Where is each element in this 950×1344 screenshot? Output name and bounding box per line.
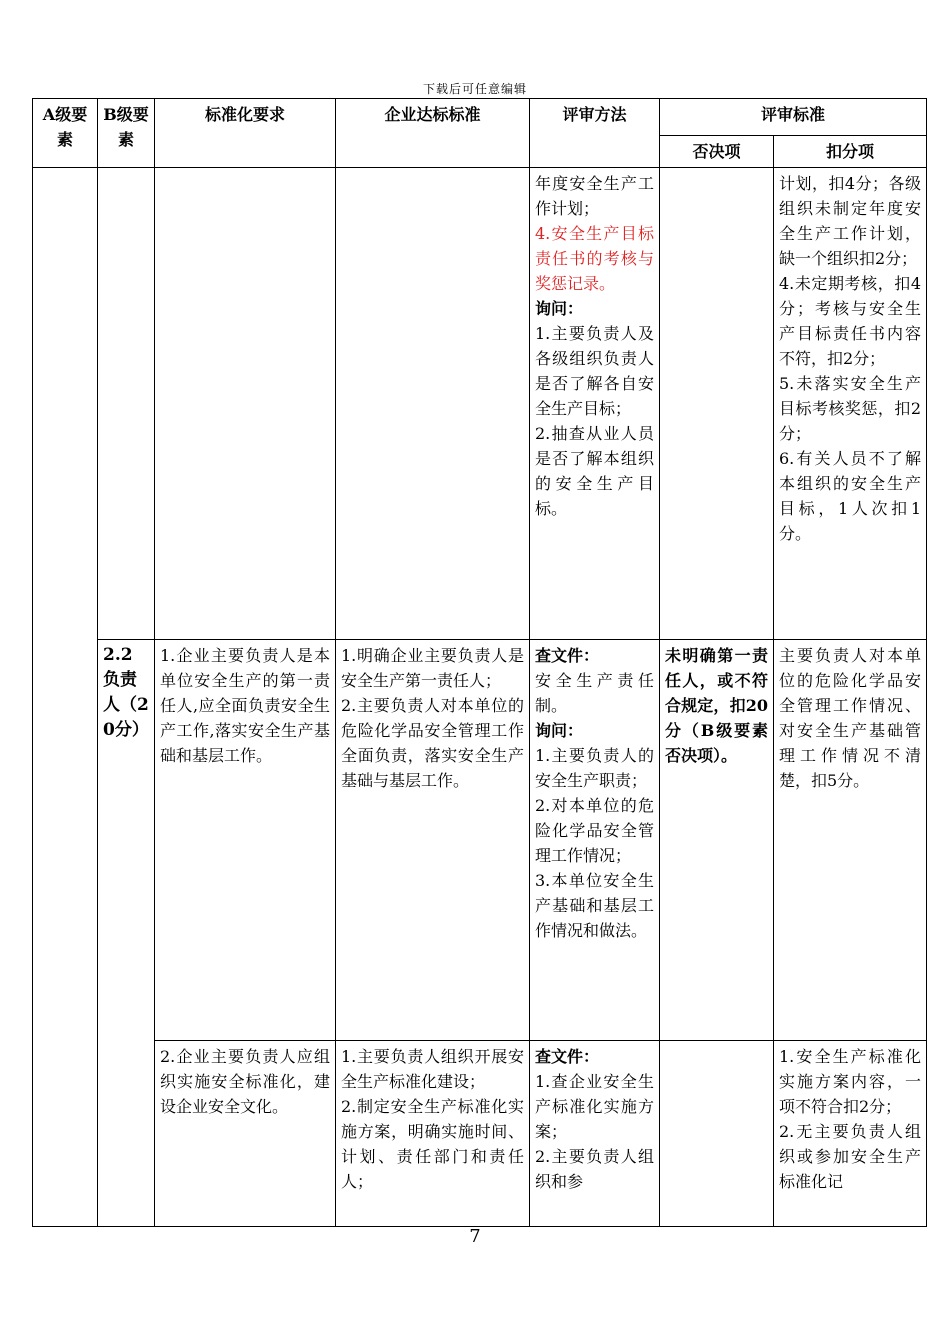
a-element-cell	[33, 168, 98, 1227]
col-header-b-level: B级要素	[98, 99, 155, 168]
veto-cell	[660, 1041, 774, 1227]
requirement-cell: 2.企业主要负责人应组织实施安全标准化，建设企业安全文化。	[155, 1041, 336, 1227]
method-line: 1.主要负责人及各级组织负责人是否了解各自安全生产目标；	[535, 324, 654, 418]
table-row	[33, 168, 927, 640]
deduction-line: 主要负责人对本单位的危险化学品安全管理工作情况、对安全生产基础管理工作情况不清楚，扣5分。	[779, 646, 922, 790]
method-line: 安全生产责任制。	[535, 671, 654, 715]
b-element-cell: 2.2负责人（20分）	[98, 640, 155, 1227]
table-row	[33, 1041, 927, 1227]
review-table	[32, 98, 927, 1227]
method-line-highlight: 4.安全生产目标责任书的考核与奖惩记录。	[535, 224, 654, 293]
method-line: 1.查企业安全生产标准化实施方案；	[535, 1072, 654, 1141]
method-line-heading: 询问：	[535, 721, 584, 740]
method-line: 年度安全生产工作计划；	[535, 174, 654, 218]
deduction-line: 4.未定期考核，扣4分；考核与安全生产目标责任书内容不符，扣2分；	[779, 274, 922, 368]
standard-line: 2.主要负责人对本单位的危险化学品安全管理工作全面负责，落实安全生产基础与基层工作。	[341, 696, 524, 790]
method-cell	[530, 168, 660, 640]
header-row-top	[33, 99, 927, 136]
deduction-cell	[774, 640, 927, 1041]
header-note: 下载后可任意编辑	[422, 82, 527, 96]
col-header-deduction: 扣分项	[774, 136, 927, 168]
method-line: 3.本单位安全生产基础和基层工作情况和做法。	[535, 871, 654, 940]
deduction-cell	[774, 168, 927, 640]
b-element-cell	[98, 168, 155, 640]
veto-cell	[660, 168, 774, 640]
method-line-heading: 查文件：	[535, 646, 600, 665]
table-row	[33, 640, 927, 1041]
deduction-line: 6.有关人员不了解本组织的安全生产目标，1人次扣1分。	[779, 449, 922, 543]
standard-line: 1.主要负责人组织开展安全生产标准化建设；	[341, 1047, 524, 1091]
col-header-review-method: 评审方法	[530, 99, 660, 168]
method-line: 1.主要负责人的安全生产职责；	[535, 746, 654, 790]
col-header-enterprise-standard: 企业达标标准	[336, 99, 530, 168]
requirement-cell	[155, 168, 336, 640]
col-header-veto: 否决项	[660, 136, 774, 168]
col-header-a-level: A级要素	[33, 99, 98, 168]
method-line-heading: 询问：	[535, 299, 584, 318]
deduction-line: 2.无主要负责人组织或参加安全生产标准化记	[779, 1122, 922, 1191]
standard-line: 1.明确企业主要负责人是安全生产第一责任人；	[341, 646, 524, 690]
deduction-line: 1.安全生产标准化实施方案内容，一项不符合扣2分；	[779, 1047, 922, 1116]
enterprise-standard-cell	[336, 168, 530, 640]
page-number: 7	[469, 1226, 481, 1247]
enterprise-standard-cell	[336, 640, 530, 1041]
enterprise-standard-cell	[336, 1041, 530, 1227]
standard-line: 2.制定安全生产标准化实施方案，明确实施时间、计划、责任部门和责任人；	[341, 1097, 524, 1191]
deduction-line: 5.未落实安全生产目标考核奖惩，扣2分；	[779, 374, 922, 443]
deduction-cell	[774, 1041, 927, 1227]
method-cell	[530, 640, 660, 1041]
method-line: 2.主要负责人组织和参	[535, 1147, 654, 1191]
col-header-review-criteria: 评审标准	[660, 99, 927, 136]
requirement-cell: 1.企业主要负责人是本单位安全生产的第一责任人,应全面负责安全生产工作,落实安全生产基础和基层工作。	[155, 640, 336, 1041]
deduction-line: 计划，扣4分；各级组织未制定年度安全生产工作计划，缺一个组织扣2分；	[779, 174, 922, 268]
method-cell	[530, 1041, 660, 1227]
method-line: 2.抽查从业人员是否了解本组织的安全生产目标。	[535, 424, 654, 518]
col-header-requirement: 标准化要求	[155, 99, 336, 168]
veto-cell: 未明确第一责任人，或不符合规定，扣20分（B级要素否决项）。	[660, 640, 774, 1041]
method-line-heading: 查文件：	[535, 1047, 600, 1066]
method-line: 2.对本单位的危险化学品安全管理工作情况；	[535, 796, 654, 865]
